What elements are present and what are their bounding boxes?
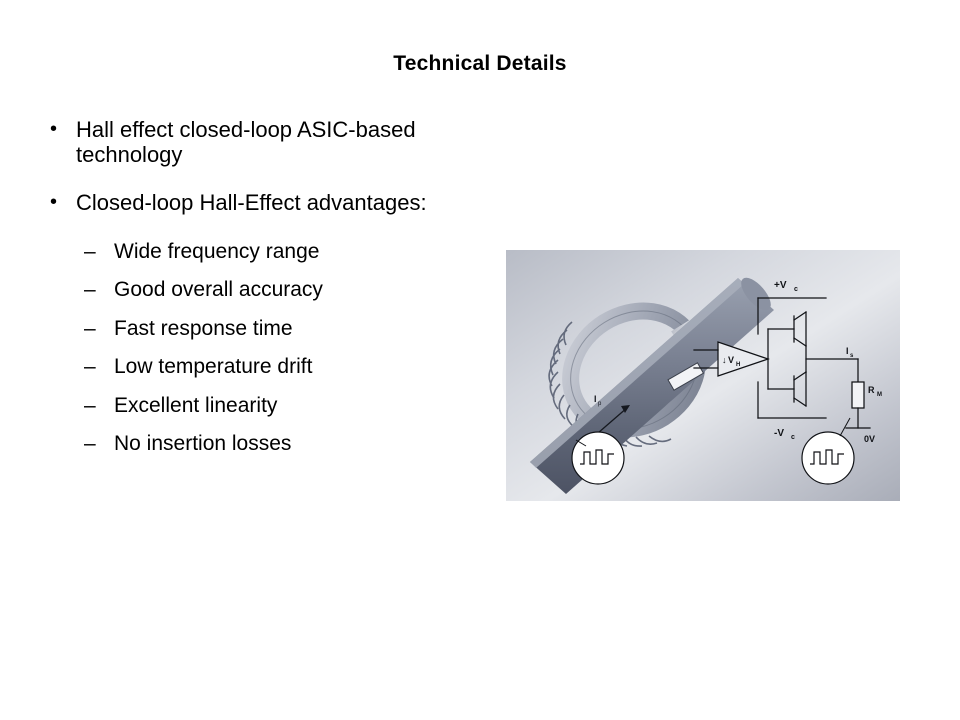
bullet-marker: •: [50, 118, 58, 140]
bullet-text: Closed-loop Hall-Effect advantages:: [76, 190, 427, 216]
page-title: Technical Details: [393, 52, 567, 75]
list-item: [44, 317, 514, 341]
waveform-bubble-primary: [572, 432, 624, 484]
label-supply-negative: -V: [774, 428, 784, 439]
svg-text:c: c: [794, 286, 798, 293]
list-item: [44, 355, 514, 379]
label-hall-voltage: V: [728, 355, 735, 365]
list-item: [44, 278, 514, 302]
svg-text:I: I: [594, 394, 597, 404]
bullet-marker: –: [84, 278, 96, 302]
hall-effect-diagram-image: [506, 250, 900, 501]
label-supply-positive: +V: [774, 280, 787, 291]
bullet-marker: –: [84, 239, 96, 263]
list-item: [44, 394, 514, 418]
label-measuring-resistor: R: [868, 385, 875, 395]
bullet-text: Low temperature drift: [114, 355, 313, 379]
list-item: [44, 118, 514, 167]
svg-text:↓: ↓: [722, 355, 727, 365]
bullet-text: Wide frequency range: [114, 239, 320, 263]
sub-bullet-list: [44, 240, 514, 456]
list-item: [44, 432, 514, 456]
bullet-text: Excellent linearity: [114, 393, 278, 417]
svg-text:p: p: [598, 401, 602, 407]
svg-text:M: M: [877, 392, 882, 398]
list-item: [44, 240, 514, 264]
bullet-text: Fast response time: [114, 316, 293, 340]
label-secondary-current: I: [846, 346, 849, 356]
bullet-marker: –: [84, 355, 96, 379]
svg-text:c: c: [791, 434, 795, 441]
bullet-text: Good overall accuracy: [114, 278, 323, 302]
label-ground: 0V: [864, 434, 876, 444]
bullet-list: [44, 118, 514, 471]
bullet-marker: –: [84, 432, 96, 456]
bullet-marker: –: [84, 316, 96, 340]
bullet-text: No insertion losses: [114, 432, 292, 456]
svg-text:s: s: [850, 353, 854, 359]
svg-text:H: H: [736, 362, 741, 368]
bullet-marker: –: [84, 393, 96, 417]
list-item: [44, 191, 514, 216]
bullet-text: Hall effect closed-loop ASIC-based technology: [76, 117, 416, 167]
bullet-marker: •: [50, 191, 58, 214]
